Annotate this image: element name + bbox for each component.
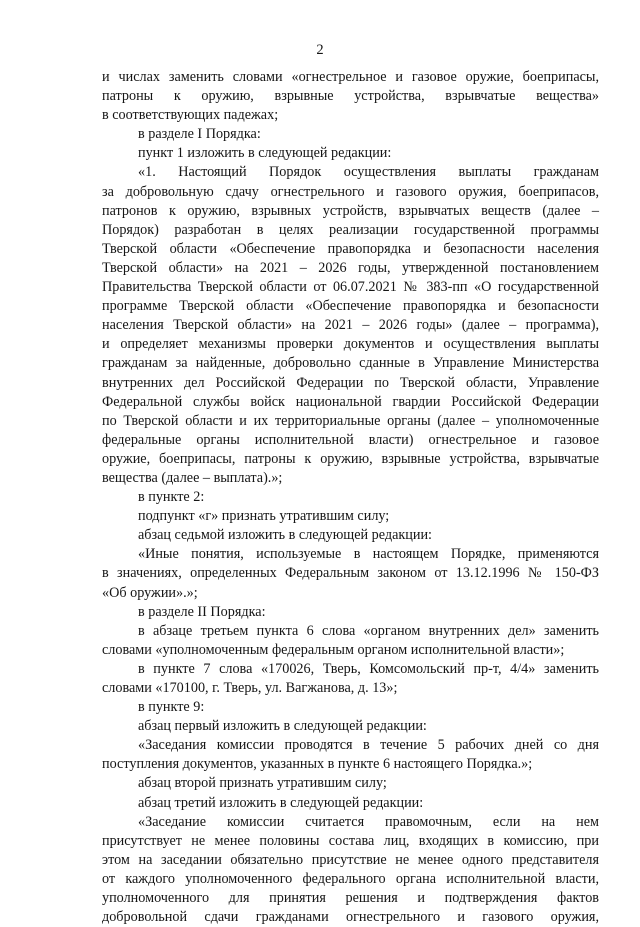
text-line: в абзаце третьем пункта 6 слова «органом внутренних дел» заменить — [138, 622, 599, 639]
text-line: Тверской области «Обеспечение правопорядка и безопасности населения — [102, 240, 599, 257]
text-line: «Заседание комиссии считается правомочным, если на нем — [138, 813, 599, 830]
text-line: Правительства Тверской области от 06.07.2021 № 383-пп «О государственной — [102, 279, 599, 296]
text-line: от каждого уполномоченного федерального органа исполнительной власти, — [102, 870, 599, 887]
page-number: 2 — [316, 42, 324, 58]
text-line: «Заседания комиссии проводятся в течение 5 рабочих дней со дня — [138, 737, 599, 754]
text-line: Тверской области» на 2021 – 2026 годы, утвержденной постановлением — [102, 259, 599, 276]
text-line: абзац второй признать утратившим силу; — [138, 775, 387, 792]
text-line: Федеральной службы войск национальной гвардии Российской Федерации — [102, 393, 599, 410]
text-line: оружие, боеприпасы, патроны к оружию, взрывные устройства, взрывчатые — [102, 450, 599, 467]
text-line: в разделе II Порядка: — [138, 603, 266, 620]
text-line: словами «170100, г. Тверь, ул. Вагжанова, д. 13»; — [102, 680, 398, 696]
text-line: абзац седьмой изложить в следующей редакции: — [138, 527, 433, 544]
text-line: в пункте 2: — [138, 489, 205, 506]
text-line: и числах заменить словами «огнестрельное и газовое оружие, боеприпасы, — [102, 69, 599, 85]
text-line: вещества (далее – выплата).»; — [102, 469, 283, 486]
text-line: в пункте 7 слова «170026, Тверь, Комсомольский пр-т, 4/4» заменить — [138, 660, 599, 677]
text-line: поступления документов, указанных в пункте 6 настоящего Порядка.»; — [102, 756, 533, 773]
text-line: Порядок) разработан в целях реализации государственной программы — [102, 221, 599, 238]
text-line: гражданам за найденные, добровольно сданные в Управление Министерства — [102, 355, 599, 372]
text-line: в соответствующих падежах; — [102, 107, 279, 124]
text-line: патроны к оружию, взрывные устройства, взрывчатые вещества» — [102, 88, 599, 105]
text-line: уполномоченного для принятия решения и подтверждения фактов — [102, 890, 599, 907]
text-line: в разделе I Порядка: — [138, 126, 261, 143]
text-line: словами «уполномоченным федеральным органом исполнительной власти»; — [102, 641, 565, 658]
text-line: пункт 1 изложить в следующей редакции: — [138, 145, 392, 162]
text-line: подпункт «г» признать утратившим силу; — [138, 508, 390, 525]
text-line: федеральные органы исполнительной власти) огнестрельное и газовое — [102, 431, 599, 448]
text-line: в пункте 9: — [138, 699, 205, 716]
text-line: и определяет механизмы проверки документов и осуществления выплаты — [102, 336, 599, 353]
text-line: добровольной сдачи гражданами огнестрельного и газового оружия, — [102, 909, 599, 926]
text-line: за добровольную сдачу огнестрельного и газового оружия, боеприпасов, — [102, 183, 599, 200]
text-line: «Об оружии».»; — [102, 584, 198, 601]
text-line: «Иные понятия, используемые в настоящем Порядке, применяются — [138, 546, 599, 563]
text-line: населения Тверской области» на 2021 – 2026 годы» (далее – программа), — [102, 317, 599, 334]
text-line: патронов к оружию, взрывных устройств, взрывчатых веществ (далее – — [102, 202, 599, 219]
text-line: абзац третий изложить в следующей редакции: — [138, 794, 424, 811]
text-line: в значениях, определенных Федеральным законом от 13.12.1996 № 150-ФЗ — [102, 565, 599, 582]
text-line: по Тверской области и их территориальные органы (далее – уполномоченные — [102, 412, 599, 429]
text-line: абзац первый изложить в следующей редакции: — [138, 718, 427, 735]
text-line: этом на заседании обязательно присутствие не менее одного представителя — [102, 851, 599, 868]
document-body — [102, 68, 599, 927]
text-line: внутренних дел Российской Федерации по Тверской области, Управление — [102, 374, 599, 391]
text-line: программе Тверской области «Обеспечение правопорядка и безопасности — [102, 298, 599, 315]
text-line: присутствует не менее половины состава лиц, входящих в комиссию, при — [102, 832, 599, 849]
text-line: «1. Настоящий Порядок осуществления выплаты гражданам — [138, 164, 599, 181]
